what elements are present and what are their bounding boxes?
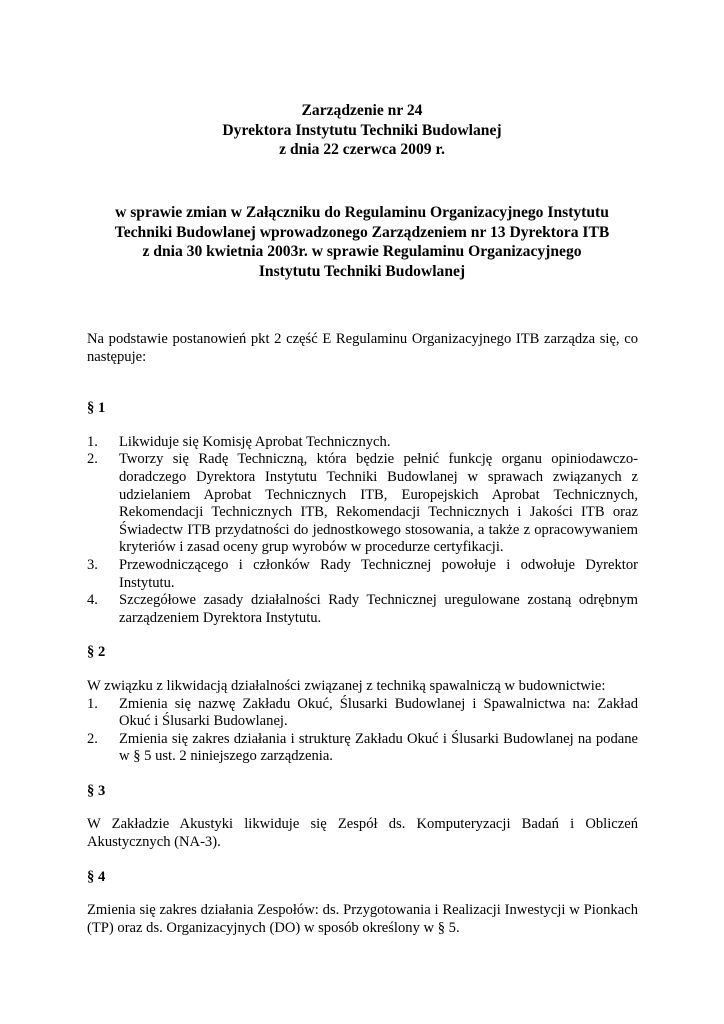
title-line-1: Zarządzenie nr 24: [301, 102, 423, 119]
list-item: [87, 557, 638, 592]
subject-line-2: Techniki Budowlanej wprowadzonego Zarządzeniem nr 13 Dyrektora ITB: [114, 223, 610, 241]
list-item-number: 4.: [87, 592, 98, 609]
section-2-lead: W związku z likwidacją działalności związanej z techniką spawalniczą w budownictwie:: [87, 677, 606, 694]
list-item-number: 1.: [87, 433, 98, 450]
title-line-2: Dyrektora Instytutu Techniki Budowlanej: [222, 121, 502, 139]
section-4-heading: § 4: [87, 868, 106, 885]
document-body: [87, 331, 638, 937]
list-item-text: Szczegółowe zasady działalności Rady Technicznej uregulowane zostaną odrębnym zarządzeniem Dyrektora Instytutu.: [119, 592, 638, 626]
list-item-text: Tworzy się Radę Techniczną, która będzie pełnić funkcję organu opiniodawczo-doradczego Dyrektora Instytutu Techniki Budowlanej w sprawach związanych z udzielaniem Aprobat Technicznych ITB, Europejskich Aprobat Technicznych, Rekomendacji Technicznych ITB, Rekomendacji Technicznych i Jakości ITB oraz Świadectw ITB przydatności do jednostkowego stosowania, a także z opracowywaniem kryteriów i zasad oceny grup wyrobów w procedurze certyfikacji.: [119, 451, 638, 556]
list-item-number: 2.: [87, 730, 98, 747]
list-item: [87, 731, 638, 766]
subject-line-4: Instytutu Techniki Budowlanej: [258, 262, 466, 280]
list-item-text: Zmienia się nazwę Zakładu Okuć, Ślusarki Budowlanej i Spawalnictwa na: Zakład Okuć i Ślusarki Budowlanej.: [119, 695, 638, 730]
list-item: [87, 592, 638, 627]
section-3-text: W Zakładzie Akustyki likwiduje się Zespół ds. Komputeryzacji Badań i Obliczeń Akustycznych (NA-3).: [87, 816, 638, 851]
section-4-text: Zmienia się zakres działania Zespołów: ds. Przygotowania i Realizacji Inwestycji w Pionkach (TP) oraz ds. Organizacyjnych (DO) w sposób określony w § 5.: [87, 902, 638, 936]
list-item-text: Przewodniczącego i członków Rady Technicznej powołuje i odwołuje Dyrektor Instytutu.: [119, 556, 638, 591]
list-item: [87, 434, 638, 452]
intro-paragraph: Na podstawie postanowień pkt 2 część E Regulaminu Organizacyjnego ITB zarządza się, co następuje:: [87, 331, 638, 365]
list-item: [87, 696, 638, 731]
document-title: [0, 101, 724, 160]
section-3-heading: § 3: [87, 782, 106, 799]
list-item-text: Likwiduje się Komisję Aprobat Technicznych.: [119, 433, 391, 450]
list-item-number: 1.: [87, 695, 98, 712]
list-item-text: Zmienia się zakres działania i strukturę Zakładu Okuć i Ślusarki Budowlanej na podane w § 5 ust. 2 niniejszego zarządzenia.: [119, 730, 638, 765]
list-item-number: 3.: [87, 556, 98, 573]
title-line-3: z dnia 22 czerwca 2009 r.: [279, 141, 445, 158]
section-2-list: [87, 696, 638, 766]
subject-line-3: z dnia 30 kwietnia 2003r. w sprawie Regulaminu Organizacyjnego: [142, 243, 582, 260]
list-item: [87, 451, 638, 557]
list-item-number: 2.: [87, 451, 98, 468]
section-1-heading: § 1: [87, 400, 106, 417]
section-2-heading: § 2: [87, 644, 106, 661]
section-1-list: [87, 434, 638, 628]
subject-line-1: w sprawie zmian w Załączniku do Regulaminu Organizacyjnego Instytutu: [115, 204, 609, 221]
document-subject: [60, 203, 664, 281]
